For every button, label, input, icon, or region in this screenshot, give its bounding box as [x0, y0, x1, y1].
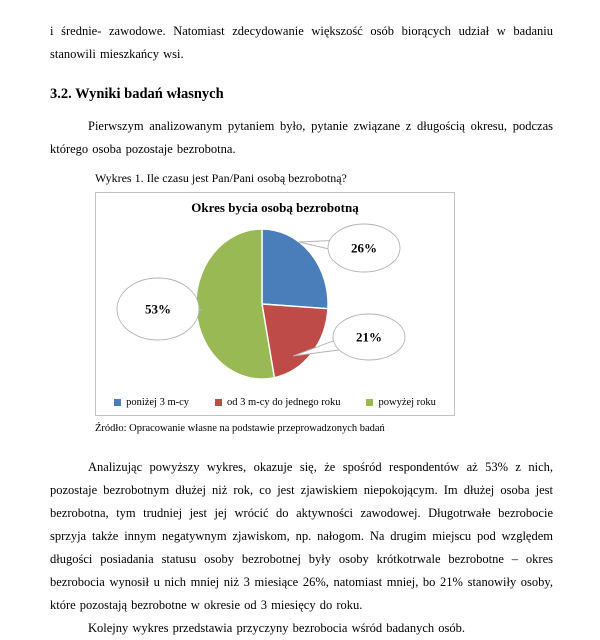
paragraph-next: Kolejny wykres przedstawia przyczyny bezrobocia wśród badanych osób. [88, 621, 466, 635]
legend-label: od 3 m-cy do jednego roku [227, 397, 341, 408]
pie-data-label: 26% [351, 240, 377, 256]
chart-caption: Wykres 1. Ile czasu jest Pan/Pani osobą bezrobotną? [95, 171, 347, 185]
pie-data-label: 53% [145, 301, 171, 317]
chart-legend [96, 397, 454, 408]
paragraph-analysis: Analizując powyższy wykres, okazuje się, że spośród respondentów aż 53% z nich, pozostaje bezrobotnym dłużej niż rok, co jest zjawiskiem niepokojącym. Im dłużej osoba jest bezrobotna, tym trudniej jest jej wrócić do aktywności zawodowej. Długotrwałe bezrobocie sprzyja także innym negatywnym zjawiskom, np. nałogom. Na drugim miejscu pod względem długości posiadania statusu osoby bezrobotnej były osoby krótkotrwale bezrobotne – okres bezrobocia wynosił u nich mniej niż 3 miesiące 26%, natomiast mniej, bo 21% stanowiły osoby, które pozostają bezrobotne w okresie od 3 miesięcy do roku. [50, 460, 553, 612]
legend-label: poniżej 3 m-cy [126, 397, 190, 408]
pie-slice [196, 229, 274, 379]
legend-marker-icon [114, 399, 121, 406]
section-heading: 3.2. Wyniki badań własnych [50, 86, 224, 102]
legend-item [366, 397, 435, 408]
paragraph-lead: Pierwszym analizowanym pytaniem było, pytanie związane z długością okresu, podczas którego osoba pozostaje bezrobotna. [50, 119, 553, 156]
pie-data-label: 21% [356, 329, 382, 345]
pie-chart-svg [96, 193, 454, 415]
legend-item [114, 397, 189, 408]
chart-source: Źródło: Opracowanie własne na podstawie przeprowadzonych badań [95, 423, 385, 434]
chart-title: Okres bycia osobą bezrobotną [191, 200, 359, 215]
legend-label: powyżej roku [378, 397, 436, 408]
pie-chart [95, 192, 455, 416]
figure-block [95, 171, 553, 434]
legend-item [215, 397, 340, 408]
legend-marker-icon [215, 399, 222, 406]
paragraph-intro: i średnie- zawodowe. Natomiast zdecydowanie większość osób biorących udział w badaniu stanowili mieszkańcy wsi. [50, 24, 553, 61]
legend-marker-icon [366, 399, 373, 406]
